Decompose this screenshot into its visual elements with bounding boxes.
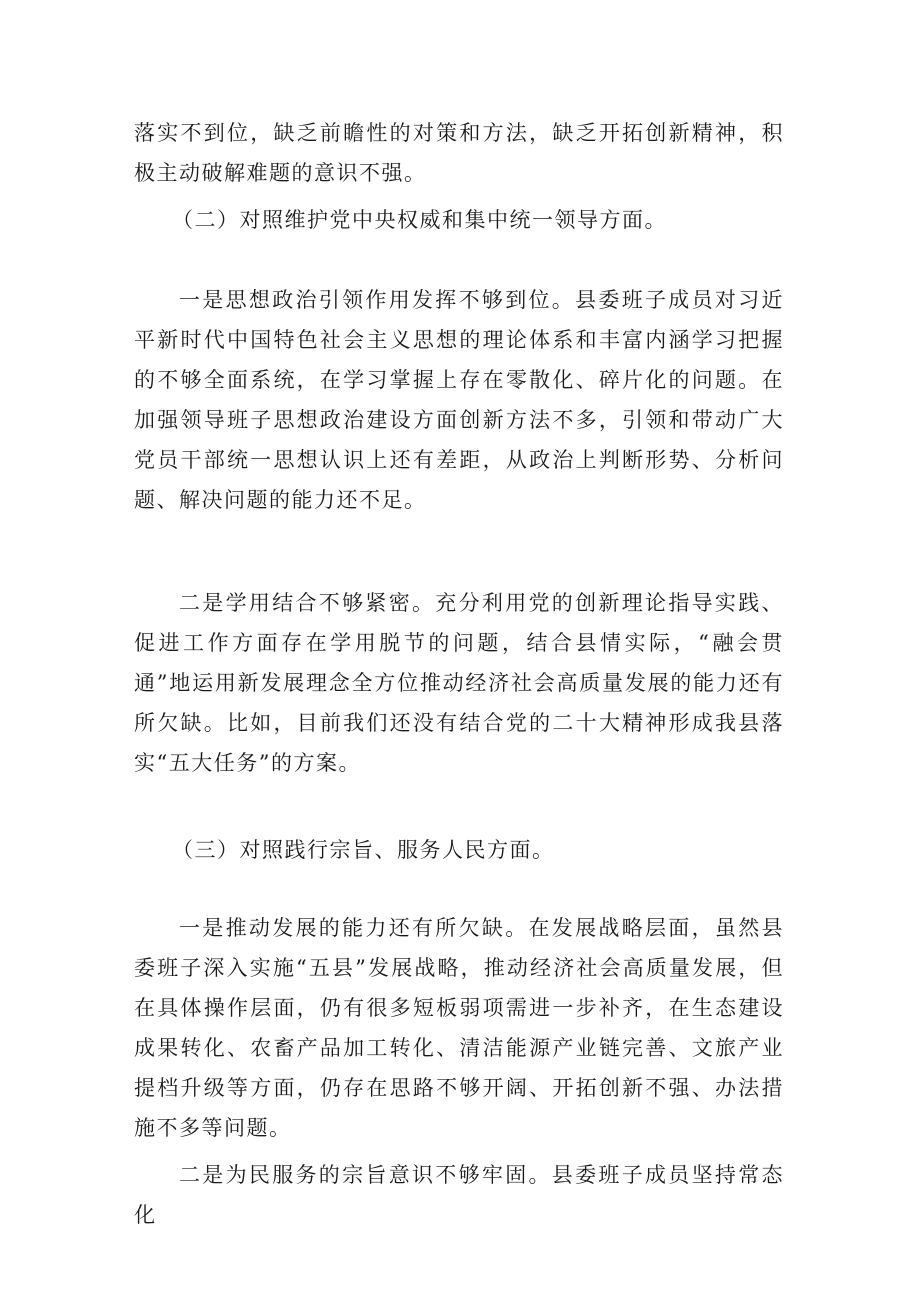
paragraph-body (134, 583, 784, 783)
heading-text: （三）对照践行宗旨、服务人民方面。 (172, 838, 555, 862)
section-heading-3 (134, 830, 784, 870)
section-heading-2 (134, 200, 784, 240)
paragraph-continuation (134, 113, 784, 193)
paragraph-text: 二是学用结合不够紧密。充分利用党的创新理论指导实践、促进工作方面存在学用脱节的问题，结合县情实际，“融会贯通”地运用新发展理念全方位推动经济社会高质量发展的能力还有所欠缺。比如，目前我们还没有结合党的二十大精神形成我县落实“五大任务”的方案。 (134, 591, 784, 775)
heading-text: （二）对照维护党中央权威和集中统一领导方面。 (172, 208, 667, 232)
paragraph-text: 落实不到位，缺乏前瞻性的对策和方法，缺乏开拓创新精神，积极主动破解难题的意识不强。 (134, 121, 784, 185)
paragraph-body (134, 908, 784, 1148)
paragraph-text: 一是思想政治引领作用发挥不够到位。县委班子成员对习近平新时代中国特色社会主义思想的理论体系和丰富内涵学习把握的不够全面系统，在学习掌握上存在零散化、碎片化的问题。在加强领导班子思想政治建设方面创新方法不多，引领和带动广大党员干部统一思想认识上还有差距，从政治上判断形势、分析问题、解决问题的能力还不足。 (134, 288, 784, 512)
paragraph-body (134, 280, 784, 520)
paragraph-body (134, 1155, 784, 1235)
paragraph-text: 一是推动发展的能力还有所欠缺。在发展战略层面，虽然县委班子深入实施“五县”发展战略，推动经济社会高质量发展，但在具体操作层面，仍有很多短板弱项需进一步补齐，在生态建设成果转化、农畜产品加工转化、清洁能源产业链完善、文旅产业提档升级等方面，仍存在思路不够开阔、开拓创新不强、办法措施不多等问题。 (134, 916, 784, 1140)
paragraph-text: 二是为民服务的宗旨意识不够牢固。县委班子成员坚持常态化 (134, 1163, 784, 1227)
